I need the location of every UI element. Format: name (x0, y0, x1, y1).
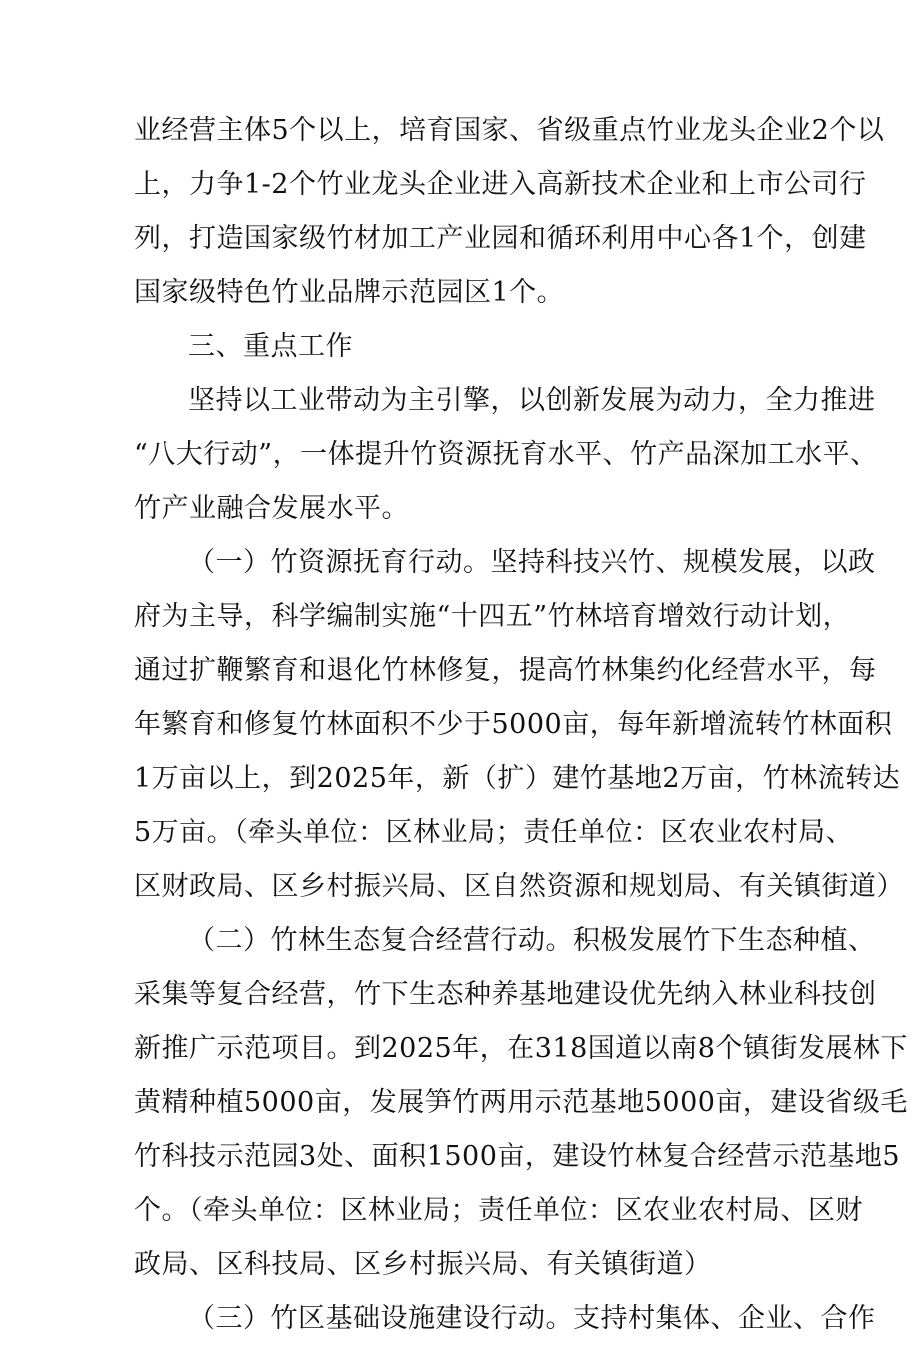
text-line-14: 5万亩。（牵头单位：区林业局；责任单位：区农业农村局、 (134, 817, 854, 848)
text-line-18: 新推广示范项目。到2025年，在318国道以南8个镇街发展林下 (134, 1033, 908, 1064)
text-line-10: 府为主导，科学编制实施“十四五”竹林培育增效行动计划， (134, 601, 851, 632)
text-line-8: 竹产业融合发展水平。 (134, 493, 409, 524)
text-line-4: 国家级特色竹业品牌示范园区1个。 (134, 277, 565, 308)
text-line-7: “八大行动”，一体提升竹资源抚育水平、竹产品深加工水平、 (134, 439, 878, 470)
text-line-2: 上，力争1-2个竹业龙头企业进入高新技术企业和上市公司行 (134, 169, 867, 200)
text-line-11: 通过扩鞭繁育和退化竹林修复，提高竹林集约化经营水平，每 (134, 655, 877, 686)
text-line-13: 1万亩以上，到2025年，新（扩）建竹基地2万亩，竹林流转达 (134, 763, 901, 794)
text-line-1: 业经营主体5个以上，培育国家、省级重点竹业龙头企业2个以 (134, 115, 885, 146)
text-line-6: 坚持以工业带动为主引擎，以创新发展为动力，全力推进 (188, 385, 876, 416)
text-line-23: （三）竹区基础设施建设行动。支持村集体、企业、合作 (188, 1303, 876, 1334)
document-body (134, 104, 908, 1346)
text-line-3: 列，打造国家级竹材加工产业园和循环利用中心各1个，创建 (134, 223, 867, 254)
text-line-16: （二）竹林生态复合经营行动。积极发展竹下生态种植、 (188, 925, 876, 956)
text-line-21: 个。（牵头单位：区林业局；责任单位：区农业农村局、区财 (134, 1195, 863, 1226)
text-line-20: 竹科技示范园3处、面积1500亩，建设竹林复合经营示范基地5 (134, 1141, 901, 1172)
text-line-12: 年繁育和修复竹林面积不少于5000亩，每年新增流转竹林面积 (134, 709, 893, 740)
text-line-19: 黄精种植5000亩，发展笋竹两用示范基地5000亩，建设省级毛 (134, 1087, 908, 1118)
text-line-9: （一）竹资源抚育行动。坚持科技兴竹、规模发展，以政 (188, 547, 876, 578)
section-heading: 三、重点工作 (188, 331, 353, 362)
text-line-17: 采集等复合经营，竹下生态种养基地建设优先纳入林业科技创 (134, 979, 877, 1010)
text-line-22: 政局、区科技局、区乡村振兴局、有关镇街道） (134, 1249, 712, 1280)
text-line-15: 区财政局、区乡村振兴局、区自然资源和规划局、有关镇街道） (134, 871, 904, 902)
